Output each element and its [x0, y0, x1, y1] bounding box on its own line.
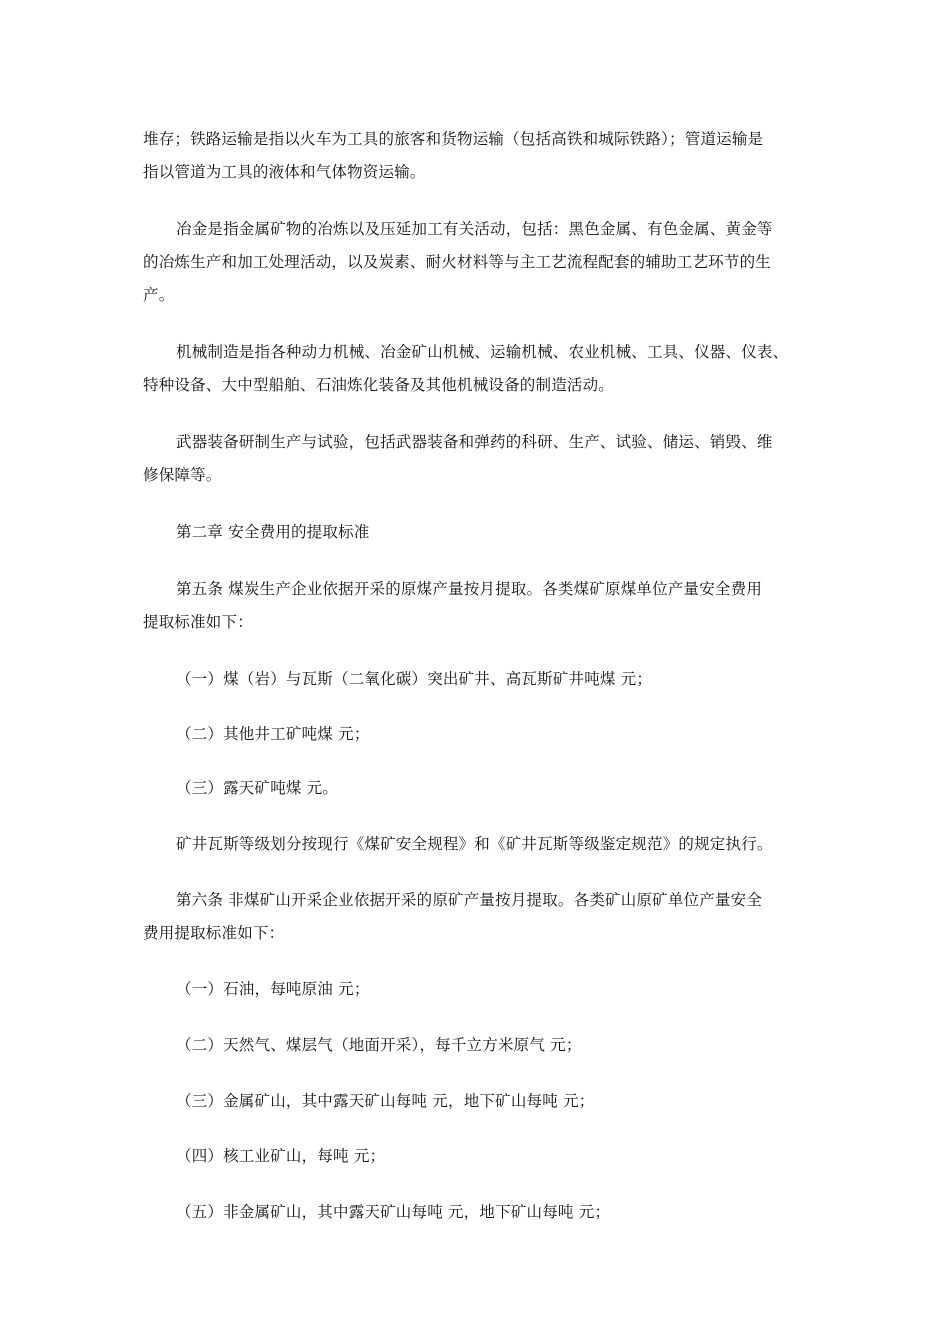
article-line: 第五条 煤炭生产企业依据开采的原煤产量按月提取。各类煤矿原煤单位产量安全费用 [176, 580, 763, 598]
text-line: 堆存；铁路运输是指以火车为工具的旅客和货物运输（包括高铁和城际铁路）；管道运输是 [143, 130, 764, 148]
text-line: 冶金是指金属矿物的冶炼以及压延加工有关活动，包括：黑色金属、有色金属、黄金等 [176, 220, 773, 238]
list-item: （一）石油，每吨原油 元； [176, 980, 370, 998]
list-item: （三）露天矿吨煤 元。 [176, 779, 339, 797]
text-line: 矿井瓦斯等级划分按现行《煤矿安全规程》和《矿井瓦斯等级鉴定规范》的规定执行。 [176, 835, 773, 853]
text-line: 提取标准如下： [143, 613, 253, 631]
list-item: （四）核工业矿山，每吨 元； [176, 1147, 386, 1165]
text-line: 的冶炼生产和加工处理活动，以及炭素、耐火材料等与主工艺流程配套的辅助工艺环节的生 [143, 253, 772, 271]
text-line: 特种设备、大中型船舶、石油炼化装备及其他机械设备的制造活动。 [143, 376, 615, 394]
text-line: 指以管道为工具的液体和气体物资运输。 [143, 163, 426, 181]
text-line: 武器装备研制生产与试验，包括武器装备和弹药的科研、生产、试验、储运、销毁、维 [176, 433, 773, 451]
article-line: 第六条 非煤矿山开采企业依据开采的原矿产量按月提取。各类矿山原矿单位产量安全 [176, 891, 763, 909]
chapter-heading: 第二章 安全费用的提取标准 [176, 523, 370, 541]
list-item: （二）其他井工矿吨煤 元； [176, 725, 370, 743]
text-line: 修保障等。 [143, 466, 222, 484]
text-line: 机械制造是指各种动力机械、冶金矿山机械、运输机械、农业机械、工具、仪器、仪表、 [176, 343, 789, 361]
list-item: （二）天然气、煤层气（地面开采），每千立方米原气 元； [176, 1036, 582, 1054]
list-item: （五）非金属矿山，其中露天矿山每吨 元，地下矿山每吨 元； [176, 1203, 611, 1221]
list-item: （三）金属矿山，其中露天矿山每吨 元，地下矿山每吨 元； [176, 1092, 595, 1110]
list-item: （一）煤（岩）与瓦斯（二氧化碳）突出矿井、高瓦斯矿井吨煤 元； [176, 670, 653, 688]
text-line: 费用提取标准如下： [143, 924, 285, 942]
text-line: 产。 [143, 286, 175, 304]
